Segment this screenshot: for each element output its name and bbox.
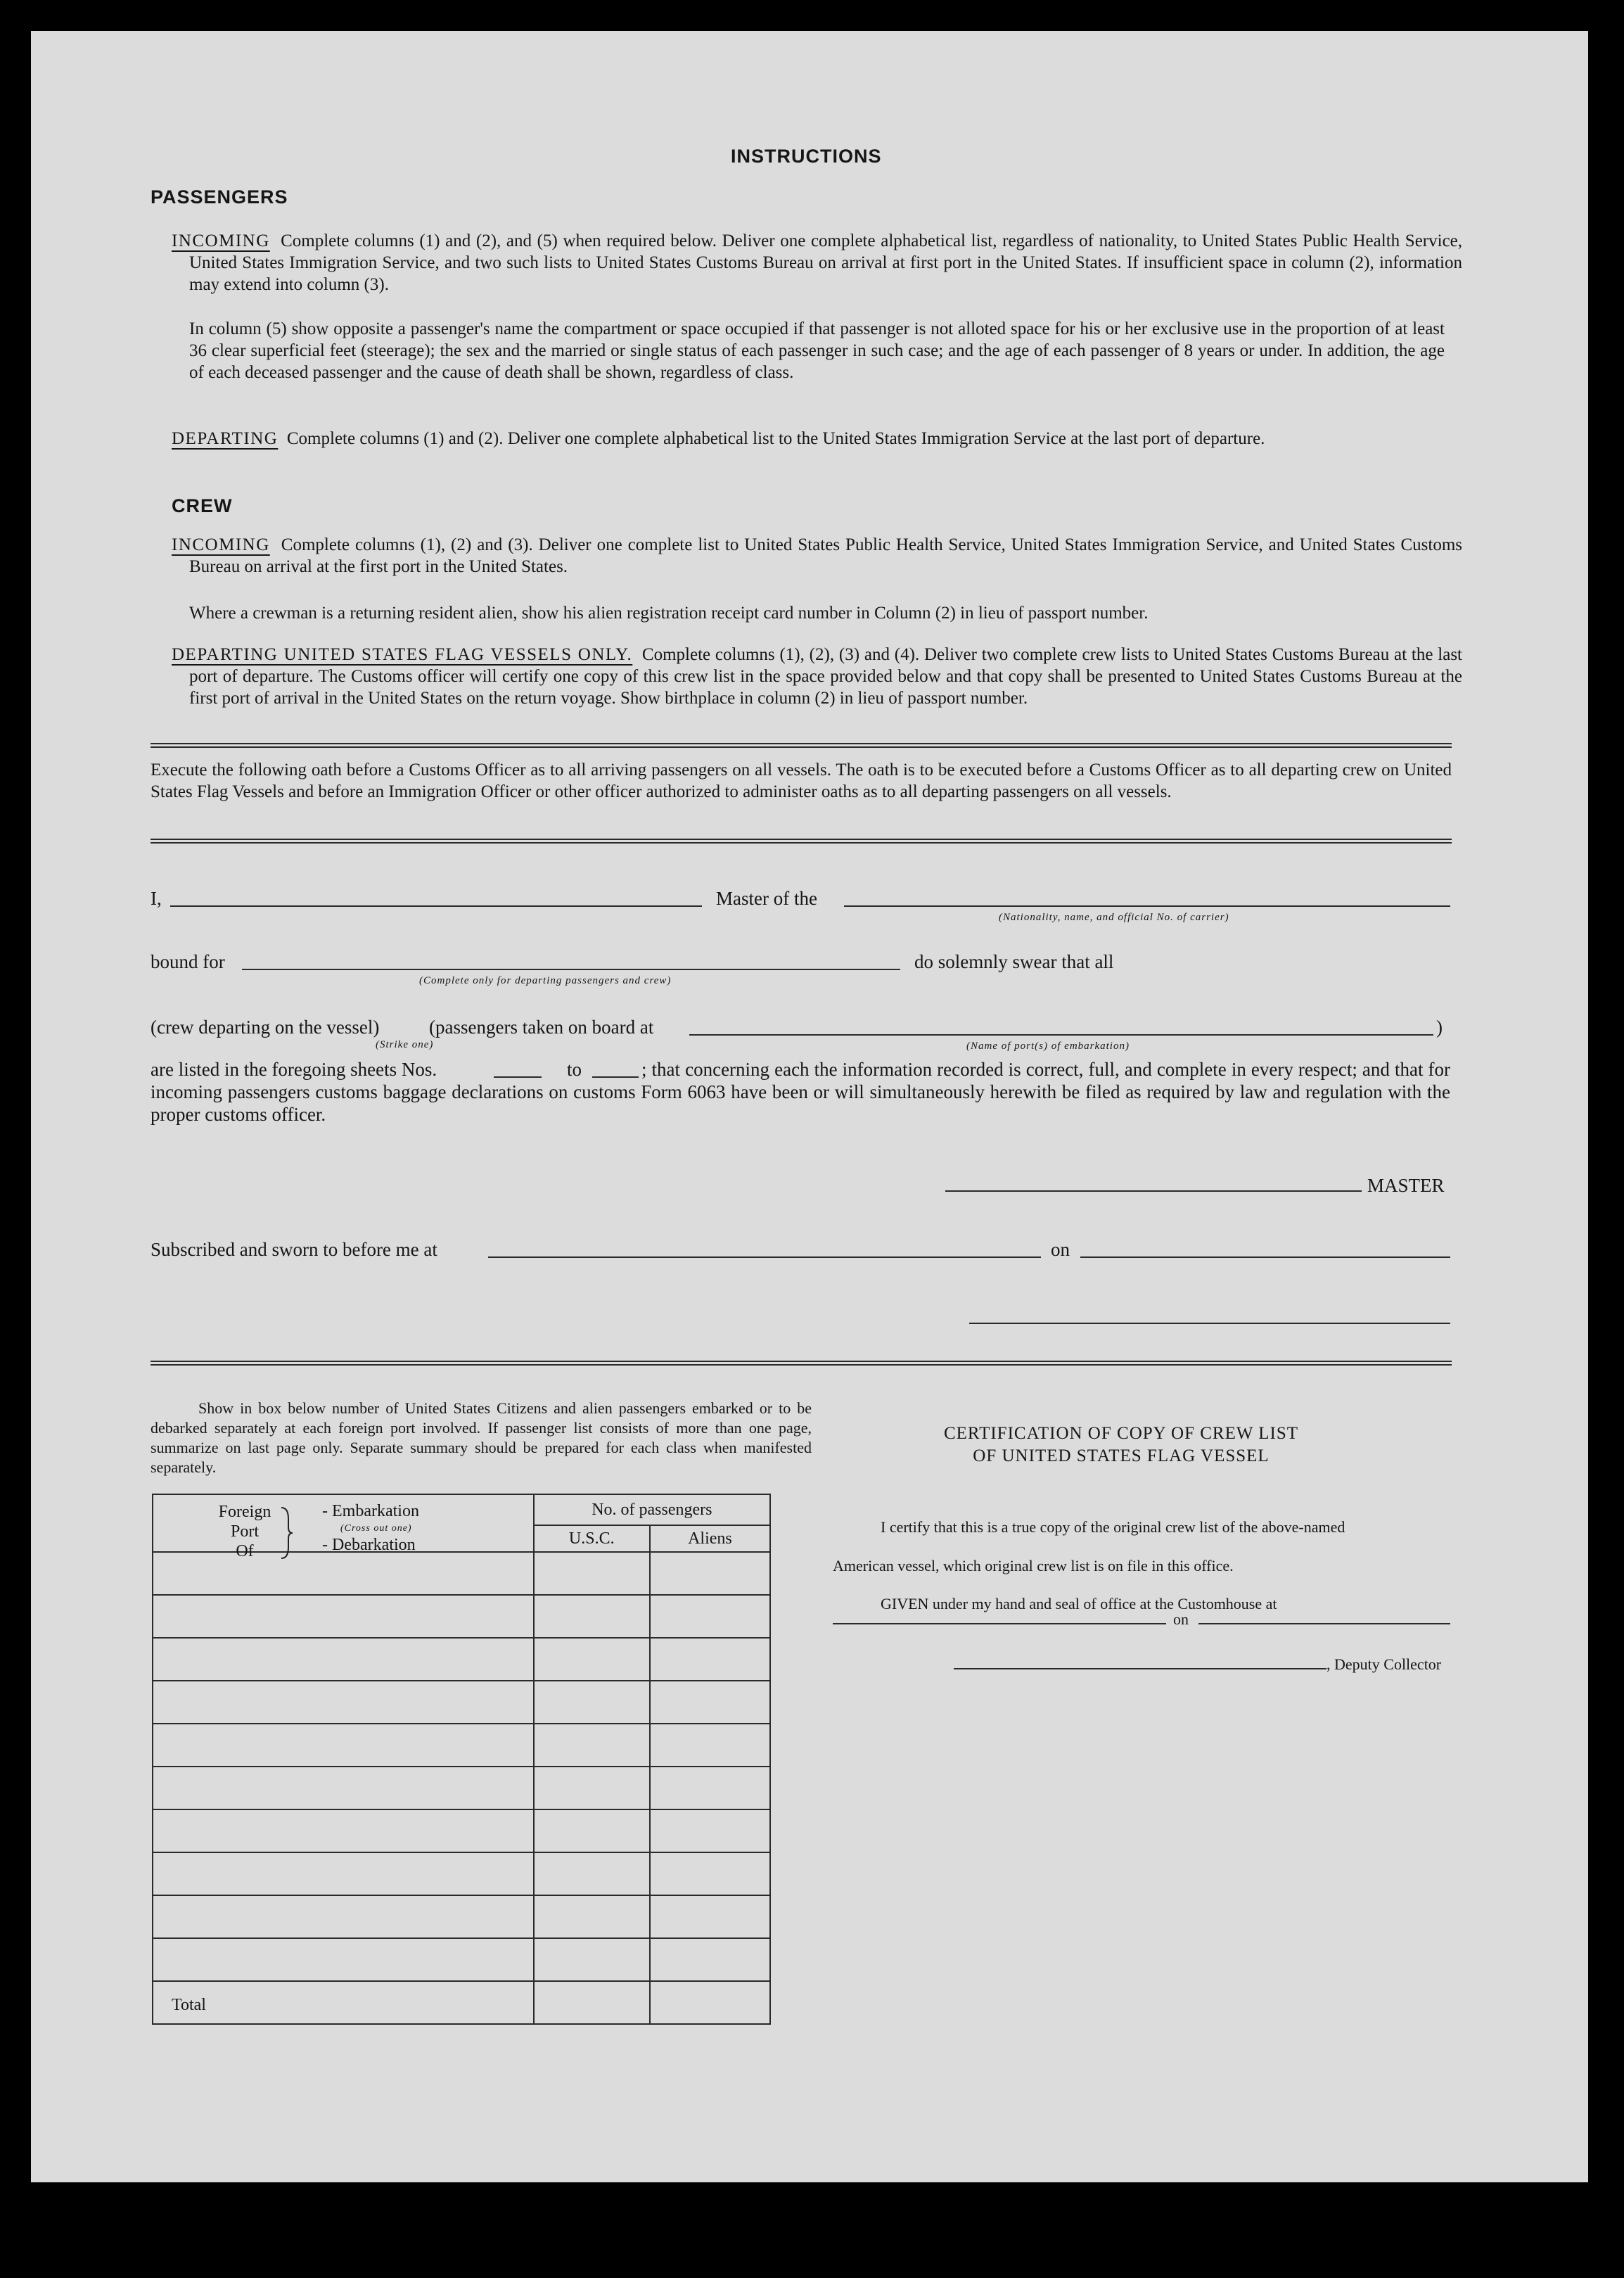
certification-given: GIVEN under my hand and seal of office at the Customhouse at [881,1595,1277,1612]
usc-cell[interactable] [534,1895,650,1938]
divider-oath [151,839,1452,844]
passengers-heading: PASSENGERS [151,186,288,208]
deputy-signature-line[interactable] [954,1668,1326,1669]
certification-title-2: OF UNITED STATES FLAG VESSEL [973,1446,1270,1465]
usc-cell[interactable] [534,1724,650,1767]
oath-notice: Execute the following oath before a Customs Officer as to all arriving passengers on all vessels. The oath is to be executed before a Customs Officer as to all departing crew on United States Flag Vessels and before an Immigration Officer or other officer authorized to administer oaths as to all departing passengers on all vessels. [151,761,1452,801]
oath-i: I, [151,888,162,909]
usc-cell[interactable] [534,1938,650,1981]
foreign-port-cell[interactable] [153,1638,534,1681]
foreign-port-cell[interactable] [153,1767,534,1809]
passengers-incoming-paragraph [172,230,1462,295]
carrier-caption: (Nationality, name, and official No. of carrier) [999,912,1229,923]
foreign-port-cell[interactable] [153,1552,534,1595]
divider-top [151,743,1452,748]
debarkation-label: - Debarkation [322,1536,416,1554]
foreign-port-cell[interactable] [153,1938,534,1981]
foreign-port-cell[interactable] [153,1681,534,1724]
usc-cell[interactable] [534,1767,650,1809]
listed-text: are listed in the foregoing sheets Nos. [151,1059,437,1080]
passengers-taken-option: (passengers taken on board at [429,1017,654,1038]
incoming-column5-paragraph: In column (5) show opposite a passenger's name the compartment or space occupied if that passenger is not alloted space for his or her exclusive use in the proportion of at least 36 clear superficial feet (steerage); the sex and the married or single status of each passenger in such case; and the age of each passenger of 8 years or under. In addition, the age of each deceased passenger and the cause of death shall be shown, regardless of class. [189,319,1445,382]
customhouse-line[interactable] [833,1623,1166,1624]
listed-to: to [567,1059,582,1080]
usc-cell[interactable] [534,1852,650,1895]
table-row [153,1681,770,1724]
table-row [153,1767,770,1809]
aliens-cell[interactable] [650,1552,770,1595]
col-of: Of [236,1542,254,1560]
table-row [153,1852,770,1895]
aliens-cell[interactable] [650,1767,770,1809]
aliens-header: Aliens [650,1525,770,1552]
usc-cell[interactable] [534,1638,650,1681]
oath-statement: ; that concerning each the information recorded is correct, full, and complete in every respect; and that for incoming passengers customs baggage declarations on customs Form 6063 have been or will simultaneously herewith be filed as required by law and regulation with the proper customs officer. [151,1059,1450,1125]
crew-departing-option: (crew departing on the vessel) [151,1017,380,1038]
crew-incoming-text: Complete columns (1), (2) and (3). Deliver one complete list to United States Public Health Service, United States Immigration Service, and United States Customs Bureau on arrival at the first port in the United States. [189,535,1463,576]
table-row [153,1938,770,1981]
table-row [153,1638,770,1681]
total-usc-cell[interactable] [534,1981,650,2024]
aliens-cell[interactable] [650,1895,770,1938]
sworn-on-label: on [1051,1239,1070,1260]
no-passengers-header: No. of passengers [534,1494,770,1525]
bound-for-line[interactable] [242,969,900,970]
summary-note: Show in box below number of United States Citizens and alien passengers embarked or to be debarked separately at each foreign port involved. If passenger list consists of more than one page, summarize on last page only. Separate summary should be prepared for each class when manifested separately. [151,1399,812,1476]
col-foreign: Foreign [218,1503,271,1521]
certification-text-1: I certify that this is a true copy of the original crew list of the above-named [881,1518,1345,1536]
officer-signature-line[interactable] [969,1323,1450,1324]
usc-cell[interactable] [534,1681,650,1724]
aliens-cell[interactable] [650,1638,770,1681]
certification-date-line[interactable] [1198,1623,1450,1624]
crew-incoming-paragraph [172,534,1462,578]
sworn-place-line[interactable] [488,1256,1041,1258]
total-row [153,1981,770,2024]
aliens-cell[interactable] [650,1681,770,1724]
crew-resident-paragraph: Where a crewman is a returning resident alien, show his alien registration receipt card number in Column (2) in lieu of passport number. [189,604,1149,623]
aliens-cell[interactable] [650,1595,770,1638]
aliens-cell[interactable] [650,1724,770,1767]
incoming-text: Complete columns (1) and (2), and (5) when required below. Deliver one complete alphabetical list, regardless of nationality, to United States Public Health Service, United States Immigration Service, and two such lists to United States Customs Bureau on arrival at first port in the United States. If insufficient space in column (2), information may extend into column (3). [189,231,1463,294]
crew-departing-label: DEPARTING UNITED STATES FLAG VESSELS ONLY. [172,645,633,664]
usc-header: U.S.C. [534,1525,650,1552]
table-row [153,1809,770,1852]
close-paren: ) [1436,1017,1443,1038]
table-row [153,1895,770,1938]
master-signature-line[interactable] [945,1190,1362,1192]
brace-icon [279,1506,294,1560]
passengers-departing-paragraph [172,428,1462,450]
total-aliens-cell[interactable] [650,1981,770,2024]
usc-cell[interactable] [534,1809,650,1852]
sworn-date-line[interactable] [1080,1256,1450,1258]
do-swear-text: do solemnly swear that all [914,951,1114,972]
embarkation-caption: (Name of port(s) of embarkation) [966,1041,1130,1052]
foreign-port-cell[interactable] [153,1852,534,1895]
foreign-port-cell[interactable] [153,1895,534,1938]
usc-cell[interactable] [534,1595,650,1638]
incoming-label: INCOMING [172,231,270,250]
deputy-collector-label: , Deputy Collector [1326,1655,1442,1673]
table-row [153,1595,770,1638]
cross-out-caption: (Cross out one) [340,1523,412,1534]
col-port: Port [230,1522,259,1541]
certification-text-2: American vessel, which original crew list is on file in this office. [833,1557,1234,1574]
aliens-cell[interactable] [650,1809,770,1852]
foreign-port-header [153,1494,534,1560]
subscribed-label: Subscribed and sworn to before me at [151,1239,437,1260]
foreign-port-cell[interactable] [153,1595,534,1638]
bound-for-label: bound for [151,951,225,972]
divider-bottom [151,1361,1452,1366]
aliens-cell[interactable] [650,1938,770,1981]
aliens-cell[interactable] [650,1852,770,1895]
instructions-title: INSTRUCTIONS [731,146,882,167]
certification-on: on [1173,1610,1189,1628]
crew-incoming-label: INCOMING [172,535,270,554]
usc-cell[interactable] [534,1552,650,1595]
foreign-port-cell[interactable] [153,1724,534,1767]
foreign-port-cell[interactable] [153,1809,534,1852]
embarkation-label: - Embarkation [322,1502,419,1520]
master-label: MASTER [1367,1175,1445,1196]
form-page [31,31,1588,2182]
certification-title-1: CERTIFICATION OF COPY OF CREW LIST [943,1424,1299,1443]
master-name-line[interactable] [170,905,702,907]
departing-label: DEPARTING [172,429,279,448]
crew-departing-text: Complete columns (1), (2), (3) and (4). Deliver two complete crew lists to United States Customs Bureau at the last port of departure. The Customs officer will certify one copy of this crew list in the space provided below and that copy shall be presented to United States Customs Bureau at the first port of arrival in the United States on the return voyage. Show birthplace in column (2) in lieu of passport number. [189,645,1462,708]
departing-text: Complete columns (1) and (2). Deliver one complete alphabetical list to the United States Immigration Service at the last port of departure. [286,429,1265,448]
embarkation-port-line[interactable] [689,1034,1433,1036]
carrier-line[interactable] [844,905,1450,907]
crew-departing-paragraph [172,644,1462,709]
table-row [153,1724,770,1767]
passenger-summary-table [152,1494,771,2025]
master-of-the-label: Master of the [716,888,817,909]
crew-heading: CREW [172,495,233,516]
bound-for-caption: (Complete only for departing passengers and crew) [419,975,672,986]
total-label: Total [153,1981,534,2024]
strike-one-caption: (Strike one) [376,1039,434,1050]
